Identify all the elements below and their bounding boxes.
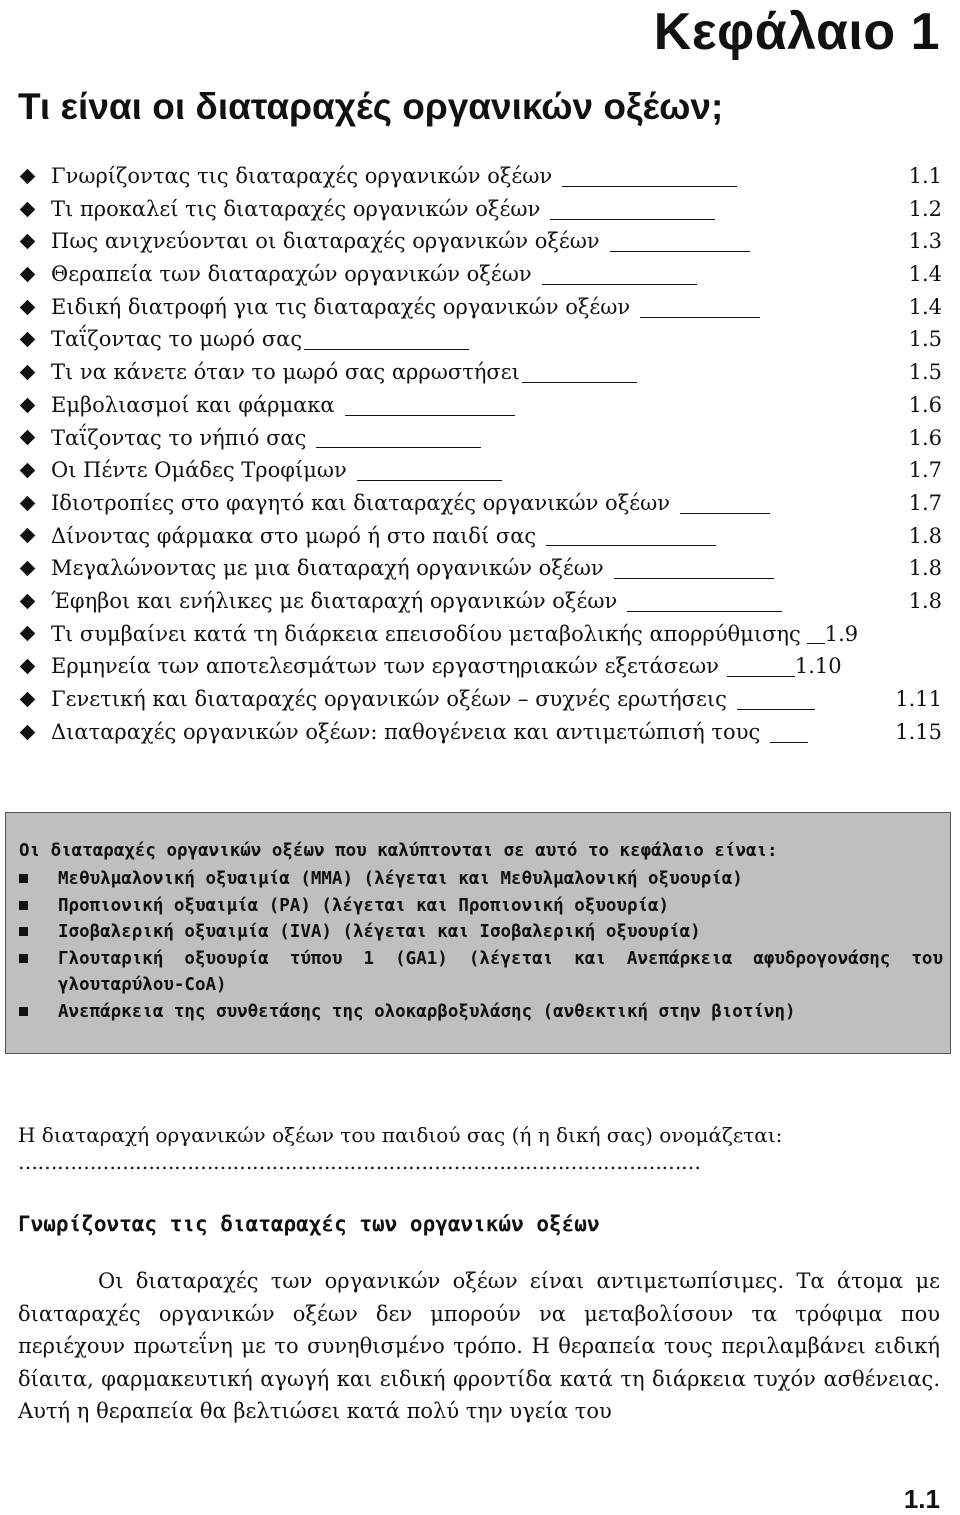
disorder-name-question: Η διαταραχή οργανικών οξέων του παιδιού σας (ή η δική σας) ονομάζεται: [18, 1123, 783, 1147]
square-bullet-icon [19, 927, 28, 936]
chapter-heading: Κεφάλαιο 1 [653, 3, 940, 61]
toc-entry-label: Τι προκαλεί τις διαταραχές οργανικών οξέων [51, 196, 541, 221]
toc-entry-page: 1.6 [908, 392, 942, 417]
list-item-text: Ανεπάρκεια της συνθετάσης της ολοκαρβοξυλάσης (ανθεκτική στην βιοτίνη) [58, 1001, 796, 1022]
toc-entry[interactable] [18, 160, 942, 193]
toc-leader-line [304, 329, 469, 350]
toc-entry[interactable] [18, 193, 942, 226]
list-item-text: Προπιονική οξυαιμία (PA) (λέγεται και Προπιονική οξυουρία) [58, 895, 670, 916]
toc-entry-label: Δίνοντας φάρμακα στο μωρό ή στο παιδί σας [51, 523, 537, 548]
toc-entry-label: Γενετική και διαταραχές οργανικών οξέων – συχνές ερωτήσεις [51, 687, 727, 711]
toc-entry-label: Οι Πέντε Ομάδες Τροφίμων [51, 458, 347, 483]
toc-entry-page: 1.10 [794, 654, 842, 679]
toc-entry-label: Μεγαλώνοντας με μια διαταραχή οργανικών οξέων [51, 556, 604, 581]
diamond-bullet-icon [20, 626, 36, 642]
diamond-bullet-icon [20, 234, 36, 250]
section-title: Γνωρίζοντας τις διαταραχές των οργανικών οξέων [18, 1212, 600, 1236]
square-bullet-icon [19, 874, 28, 883]
toc-entry[interactable] [18, 258, 942, 291]
box-heading: Οι διαταραχές οργανικών οξέων που καλύπτονται σε αυτό το κεφάλαιο είναι: [19, 841, 778, 861]
toc-leader-line [522, 362, 637, 383]
list-item [19, 999, 943, 1026]
toc-leader-line [357, 460, 502, 481]
diamond-bullet-icon [20, 267, 36, 283]
toc-entry[interactable] [18, 552, 942, 585]
list-item [19, 946, 943, 999]
toc-entry[interactable] [18, 683, 942, 716]
diamond-bullet-icon [20, 692, 36, 708]
toc-entry[interactable] [18, 585, 942, 618]
toc-leader-line [770, 722, 808, 743]
toc-entry-page: 1.5 [908, 327, 942, 352]
disorders-list [19, 866, 943, 1025]
toc-entry-page: 1.4 [908, 294, 942, 319]
diamond-bullet-icon [20, 430, 36, 446]
toc-entry-page: 1.8 [908, 523, 942, 548]
toc-entry-page: 1.7 [908, 490, 942, 515]
page-title: Τι είναι οι διαταραχές οργανικών οξέων; [18, 86, 724, 127]
diamond-bullet-icon [20, 332, 36, 348]
toc-leader-line [727, 656, 795, 677]
toc-leader-line [737, 689, 815, 710]
toc-entry-page: 1.11 [895, 687, 942, 711]
toc-entry-label: Ταΐζοντας το μωρό σας [51, 327, 303, 352]
toc-leader-line [610, 231, 750, 252]
toc-entry-label: Εμβολιασμοί και φάρμακα [51, 392, 335, 417]
list-item-text: Ισοβαλερική οξυαιμία (IVA) (λέγεται και Ισοβαλερική οξυουρία) [58, 922, 701, 942]
toc-entry[interactable] [18, 291, 942, 324]
square-bullet-icon [19, 901, 28, 910]
toc-entry-label: Έφηβοι και ενήλικες με διαταραχή οργανικών οξέων [51, 588, 618, 613]
toc-leader-line [542, 264, 697, 285]
toc-leader-line [640, 297, 760, 318]
toc-entry-page: 1.8 [908, 588, 942, 613]
diamond-bullet-icon [20, 169, 36, 185]
toc-entry[interactable] [18, 487, 942, 520]
diamond-bullet-icon [20, 659, 36, 675]
toc-entry[interactable] [18, 389, 942, 422]
toc-entry-page: 1.2 [908, 196, 942, 221]
toc-entry-label: Τι συμβαίνει κατά τη διάρκεια επεισοδίου μεταβολικής απορρύθμισης [51, 621, 801, 646]
toc-leader-line [680, 493, 770, 514]
diamond-bullet-icon [20, 397, 36, 413]
list-item [19, 866, 943, 893]
toc-entry[interactable] [18, 356, 942, 389]
toc-leader-line [807, 623, 825, 644]
square-bullet-icon [19, 1007, 28, 1016]
toc-entry[interactable] [18, 520, 942, 553]
diamond-bullet-icon [20, 299, 36, 315]
diamond-bullet-icon [20, 561, 36, 577]
toc-entry-page: 1.6 [908, 425, 942, 450]
list-item [19, 919, 943, 946]
list-item [19, 893, 943, 920]
toc-entry[interactable] [18, 323, 942, 356]
table-of-contents [18, 160, 942, 748]
toc-leader-line [546, 525, 716, 546]
toc-entry-page: 1.15 [895, 719, 942, 744]
toc-entry-label: Ειδική διατροφή για τις διαταραχές οργανικών οξέων [51, 294, 631, 319]
toc-entry[interactable] [18, 650, 942, 683]
list-item-text: Γλουταρική οξυουρία τύπου 1 (GA1) (λέγεται και Ανεπάρκεια αφυδρογονάσης του γλουταρύλου-CoA) [58, 948, 943, 995]
diamond-bullet-icon [20, 463, 36, 479]
toc-entry[interactable] [18, 454, 942, 487]
toc-entry[interactable] [18, 422, 942, 455]
toc-entry[interactable] [18, 716, 942, 749]
toc-entry-label: Θεραπεία των διαταραχών οργανικών οξέων [51, 262, 532, 287]
page-number: 1.1 [903, 1484, 940, 1514]
toc-entry-label: Ερμηνεία των αποτελεσμάτων των εργαστηριακών εξετάσεων [51, 654, 719, 679]
diamond-bullet-icon [20, 495, 36, 511]
toc-entry-page: 1.3 [908, 229, 942, 254]
toc-entry-label: Ιδιοτροπίες στο φαγητό και διαταραχές οργανικών οξέων [51, 490, 671, 515]
toc-entry-page: 1.9 [824, 621, 859, 646]
toc-entry-label: Τι να κάνετε όταν το μωρό σας αρρωστήσει [51, 360, 520, 385]
toc-leader-line [316, 427, 481, 448]
diamond-bullet-icon [20, 724, 36, 740]
toc-entry-label: Γνωρίζοντας τις διαταραχές οργανικών οξέων [51, 164, 553, 188]
toc-entry-page: 1.4 [908, 262, 942, 287]
toc-entry-label: Ταΐζοντας το νήπιό σας [51, 425, 307, 450]
toc-entry-page: 1.8 [908, 556, 942, 581]
toc-leader-line [562, 166, 737, 187]
diamond-bullet-icon [20, 201, 36, 217]
toc-entry-page: 1.1 [908, 164, 942, 188]
covered-disorders-box [5, 812, 951, 1054]
square-bullet-icon [19, 954, 28, 963]
toc-leader-line [345, 395, 515, 416]
toc-leader-line [627, 591, 782, 612]
toc-leader-line [614, 558, 774, 579]
list-item-text: Μεθυλμαλονική οξυαιμία (MMA) (λέγεται και Μεθυλμαλονική οξυουρία) [58, 869, 743, 889]
diamond-bullet-icon [20, 365, 36, 381]
toc-leader-line [550, 199, 715, 220]
toc-entry-label: Διαταραχές οργανικών οξέων: παθογένεια και αντιμετώπισή τους [51, 719, 761, 744]
toc-entry[interactable] [18, 618, 942, 651]
toc-entry[interactable] [18, 225, 942, 258]
diamond-bullet-icon [20, 528, 36, 544]
toc-entry-page: 1.5 [908, 360, 942, 385]
disorder-name-answer-blank[interactable]: …………………………………………………………………………………………… [18, 1150, 701, 1174]
diamond-bullet-icon [20, 594, 36, 610]
toc-entry-page: 1.7 [908, 458, 942, 483]
toc-entry-label: Πως ανιχνεύονται οι διαταραχές οργανικών οξέων [51, 229, 600, 254]
body-paragraph: Οι διαταραχές των οργανικών οξέων είναι αντιμετωπίσιμες. Τα άτομα με διαταραχές οργανικών οξέων δεν μπορούν να μεταβολίσουν τα τρόφιμα που περιέχουν πρωτεΐνη με το συνηθισμένο τρόπο. Η θεραπεία τους περιλαμβάνει ειδική δίαιτα, φαρμακευτική αγωγή και ειδική φροντίδα κατά τη διάρκεια τυχόν ασθένειας. Αυτή η θεραπεία θα βελτιώσει κατά πολύ την υγεία του [18, 1269, 940, 1423]
